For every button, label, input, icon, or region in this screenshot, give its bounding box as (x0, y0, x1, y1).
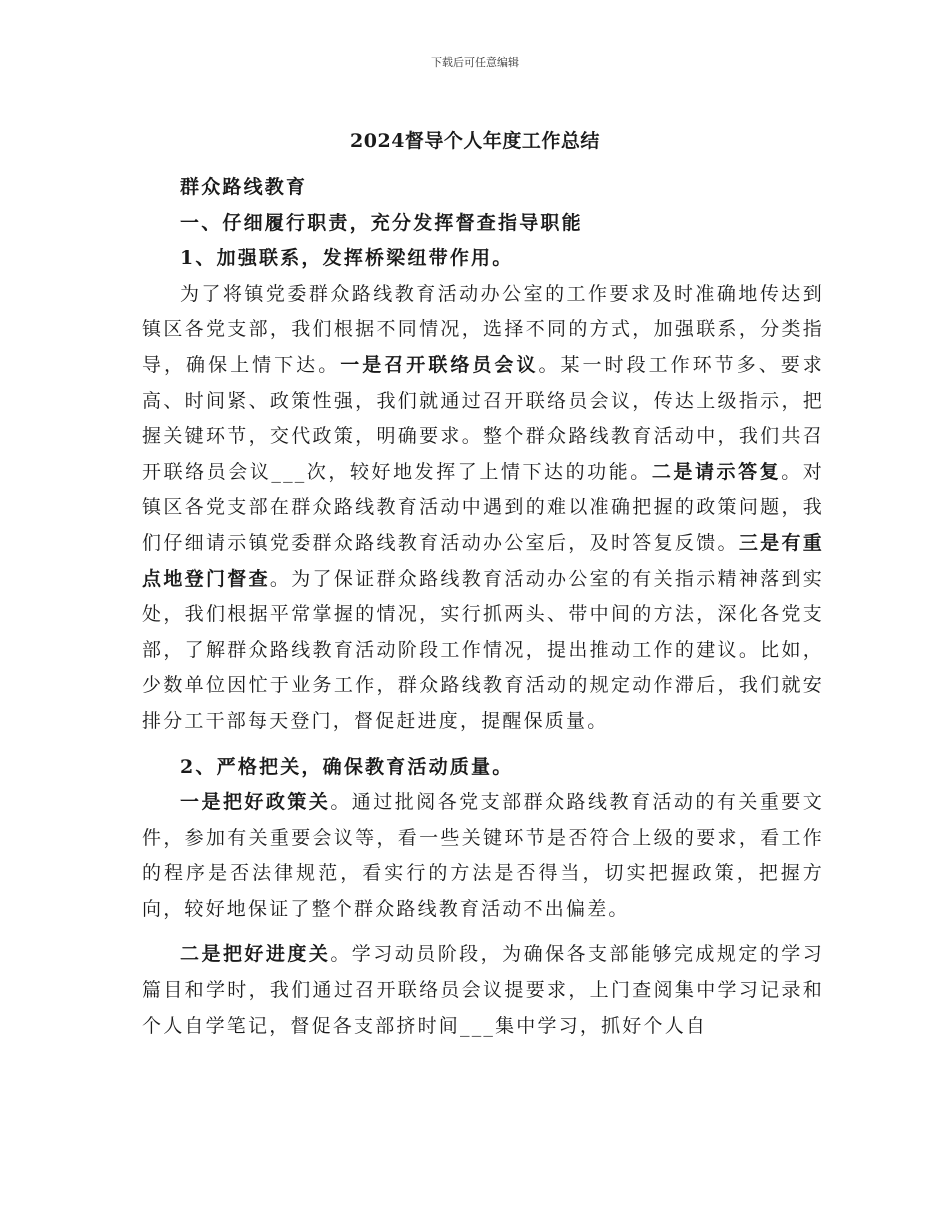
subsection-heading: 2、严格把关，确保教育活动质量。 (180, 755, 514, 778)
section-heading: 群众路线教育 (180, 176, 308, 198)
paragraph-text: 。为了保证群众路线教育活动办公室的有关指示精神落到实处，我们根据平常掌握的情况，实行抓两头、带中间的方法，深化各党支部，了解群众路线教育活动阶段工作情况，提出推动工作的建议。比如，少数单位因忙于业务工作，群众路线教育活动的规定动作滞后，我们就安排分工干部每天登门，督促赶进度，提醒保质量。 (142, 567, 825, 732)
paragraph-text: 为了将镇党委群众路线教育活动办公室的工作要求及时准确地传达到镇区各党支部，我们根据不同情况，选择不同的方式，加强联系，分类指导，确保上情下达。 (142, 282, 824, 376)
page-header: 下载后可任意编辑 (431, 56, 519, 69)
paragraph-text: 。学习动员阶段，为确保各支部能够完成规定的学习篇目和学时，我们通过召开联络员会议提要求，上门查阅集中学习记录和个人自学笔记，督促各支部挤时间___集中学习，抓好个人自 (142, 943, 824, 1037)
bold-phrase: 三是有重点地登门督查 (142, 531, 824, 590)
paragraph-text: 。对镇区各党支部在群众路线教育活动中遇到的难以准确把握的政策问题，我们仔细请示镇党委群众路线教育活动办公室后，及时答复反馈。 (142, 460, 824, 554)
paragraph (142, 277, 824, 740)
section-heading: 一、仔细履行职责，充分发挥督查指导职能 (180, 211, 583, 234)
document-body (142, 170, 824, 1044)
paragraph (142, 785, 824, 927)
bold-phrase: 一是把好政策关 (180, 791, 331, 814)
subsection-heading: 1、加强联系，发挥桥梁纽带作用。 (180, 247, 514, 270)
paragraph (142, 937, 824, 1044)
document-title: 2024督导个人年度工作总结 (350, 130, 600, 152)
paragraph-text: 。通过批阅各党支部群众路线教育活动的有关重要文件，参加有关重要会议等，看一些关键环节是否符合上级的要求，看工作的程序是否法律规范，看实行的方法是否得当，切实把握政策，把握方向，较好地保证了整个群众路线教育活动不出偏差。 (142, 791, 824, 920)
bold-phrase: 一是召开联络员会议 (340, 353, 539, 376)
paragraph-text: 。某一时段工作环节多、要求高、时间紧、政策性强，我们就通过召开联络员会议，传达上级指示，把握关键环节，交代政策，明确要求。整个群众路线教育活动中，我们共召开联络员会议___次，较好地发挥了上情下达的功能。 (142, 353, 824, 483)
bold-phrase: 二是把好进度关 (180, 943, 331, 966)
bold-phrase: 二是请示答复 (651, 460, 782, 483)
